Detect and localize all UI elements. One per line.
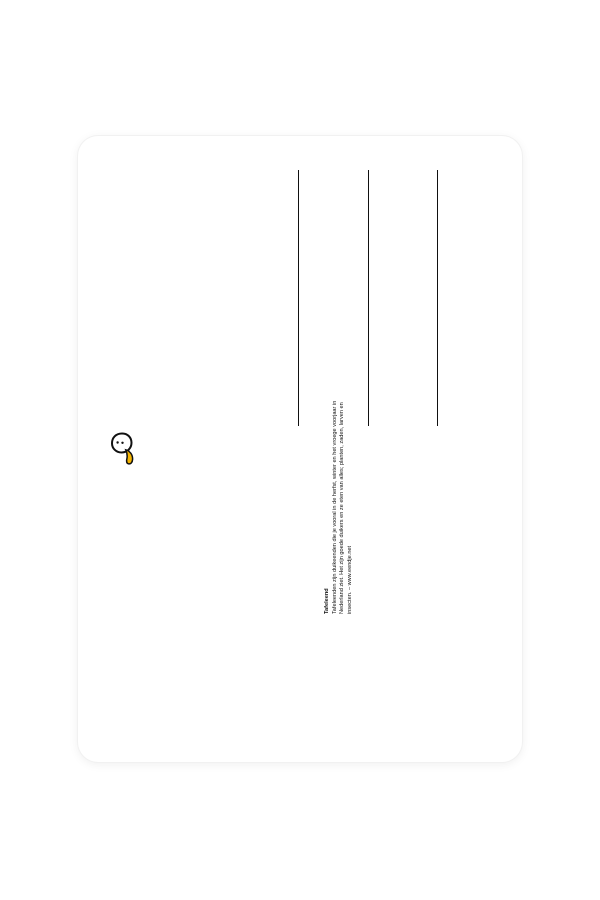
caption-text: Tafeleenden zijn duikeenden die je vooral in de herfst, winter en het vroege voorjaar in Nederland ziet. Het zijn goede duikers en ze eten van alles; planten, zaden, larven en insecten. – www.eendje.net <box>331 400 353 614</box>
postcard-back <box>78 136 522 762</box>
address-line <box>437 170 438 426</box>
address-line <box>298 170 299 426</box>
caption <box>324 390 354 614</box>
caption-title: Tafeleend <box>324 588 330 614</box>
duck-head-icon <box>110 432 136 466</box>
address-line <box>368 170 369 426</box>
